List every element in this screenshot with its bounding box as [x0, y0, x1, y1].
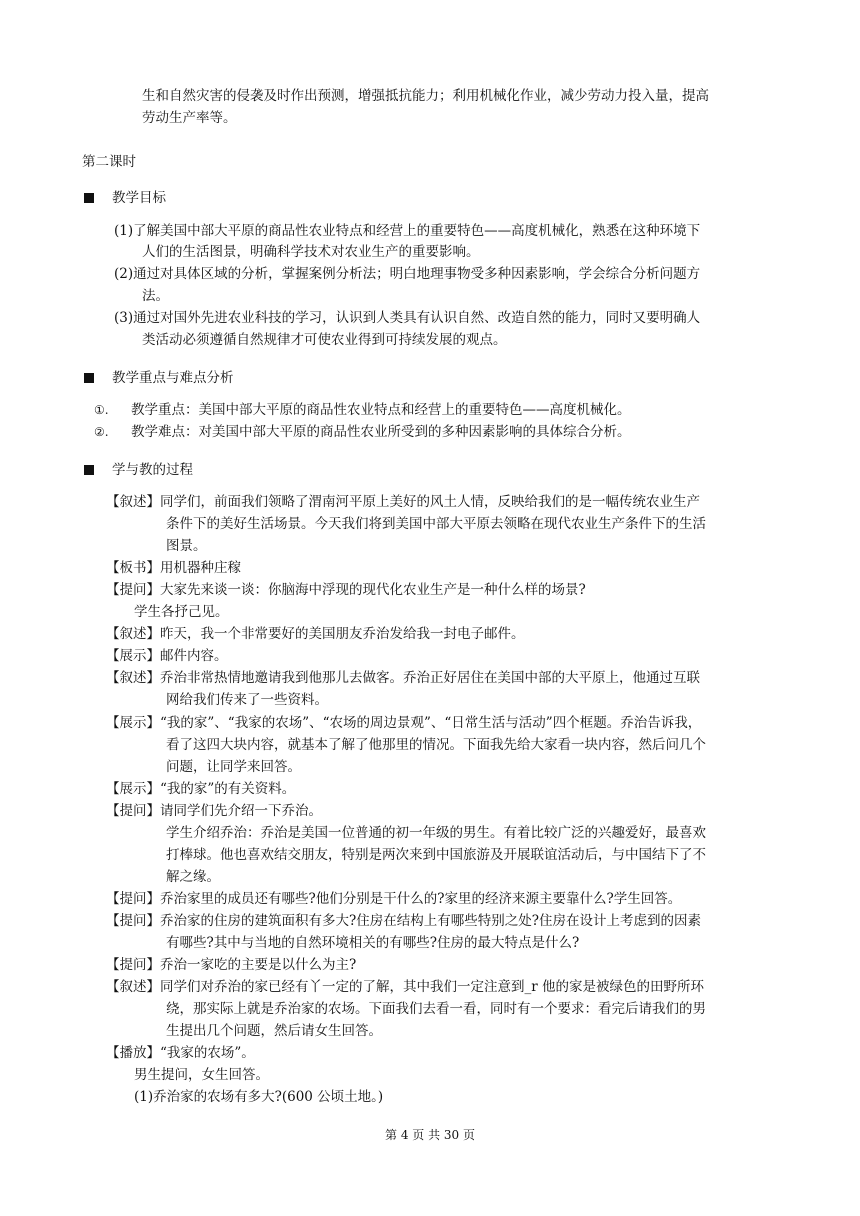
- process-line: 【提问】乔治一家吃的主要是以什么为主?: [106, 957, 357, 973]
- lesson-title: 第二课时: [82, 154, 136, 170]
- process-line: 【叙述】同学们对乔治的家已经有丫一定的了解，其中我们一定注意到_r 他的家是被绿色的田野所环: [106, 979, 704, 995]
- process-line: 【提问】大家先来谈一谈：你脑海中浮现的现代化农业生产是一种什么样的场景?: [106, 582, 586, 598]
- goal-line: 类活动必须遵循自然规律才可使农业得到可持续发展的观点。: [142, 332, 507, 348]
- process-line: 条件下的美好生活场景。今天我们将到美国中部大平原去领略在现代农业生产条件下的生活: [166, 516, 706, 532]
- key-point-text: 教学难点：对美国中部大平原的商品性农业所受到的多种因素影响的具体综合分析。: [131, 424, 631, 440]
- process-line: 【叙述】昨天，我一个非常要好的美国朋友乔治发给我一封电子邮件。: [106, 626, 525, 642]
- key-point-text: 教学重点：美国中部大平原的商品性农业特点和经营上的重要特色——高度机械化。: [131, 402, 631, 418]
- process-line: 【展示】“我的家”、“我家的农场”、“农场的周边景观”、“日常生活与活动”四个框题。乔治告诉我，: [106, 715, 702, 731]
- process-line: 男生提问，女生回答。: [134, 1067, 269, 1083]
- process-line: 绕，那实际上就是乔治家的农场。下面我们去看一看，同时有一个要求：看完后请我们的男: [166, 1001, 706, 1017]
- process-line: 看了这四大块内容，就基本了解了他那里的情况。下面我先给大家看一块内容，然后问几个: [166, 737, 706, 753]
- square-bullet-icon: [84, 373, 94, 383]
- process-line: 打棒球。他也喜欢结交朋友，特别是两次来到中国旅游及开展联谊活动后，与中国结下了不: [166, 847, 706, 863]
- process-line: (1)乔治家的农场有多大?(600 公顷土地。): [134, 1089, 384, 1105]
- page-footer: 第 4 页 共 30 页: [385, 1128, 475, 1142]
- key-point-number: ①.: [94, 403, 109, 417]
- process-line: 【提问】乔治家里的成员还有哪些?他们分别是干什么的?家里的经济来源主要靠什么?学生回答。: [106, 891, 682, 907]
- goal-line: 人们的生活图景，明确科学技术对农业生产的重要影响。: [142, 244, 480, 260]
- key-point-number: ②.: [94, 425, 109, 439]
- section-heading-key-points: 教学重点与难点分析: [112, 370, 234, 386]
- goal-line: (2)通过对具体区域的分析，掌握案例分析法；明白地理事物受多种因素影响，学会综合分析问题方: [114, 266, 701, 282]
- process-line: 解之缘。: [166, 869, 220, 885]
- intro-line: 劳动生产率等。: [142, 110, 237, 126]
- process-line: 【叙述】同学们，前面我们领略了渭南河平原上美好的风土人情，反映给我们的是一幅传统农业生产: [106, 494, 700, 510]
- process-line: 【叙述】乔治非常热情地邀请我到他那儿去做客。乔治正好居住在美国中部的大平原上，他通过互联: [106, 670, 700, 686]
- goal-line: 法。: [142, 288, 169, 304]
- section-heading-process: 学与教的过程: [112, 462, 193, 478]
- goal-line: (3)通过对国外先进农业科技的学习，认识到人类具有认识自然、改造自然的能力，同时又要明确人: [114, 310, 701, 326]
- process-line: 网给我们传来了一些资料。: [166, 692, 328, 708]
- process-line: 学生各抒己见。: [134, 604, 229, 620]
- process-line: 生提出几个问题，然后请女生回答。: [166, 1023, 382, 1039]
- section-heading-goals: 教学目标: [112, 190, 166, 206]
- process-line: 【提问】乔治家的住房的建筑面积有多大?住房在结构上有哪些特别之处?住房在设计上考虑到的因素: [106, 913, 701, 929]
- goal-line: (1)了解美国中部大平原的商品性农业特点和经营上的重要特色——高度机械化，熟悉在这种环境下: [114, 223, 701, 239]
- process-line: 学生介绍乔治：乔治是美国一位普通的初一年级的男生。有着比较广泛的兴趣爱好，最喜欢: [166, 825, 706, 841]
- square-bullet-icon: [84, 465, 94, 475]
- process-line: 问题，让同学来回答。: [166, 759, 301, 775]
- process-line: 【展示】“我的家”的有关资料。: [106, 781, 296, 797]
- square-bullet-icon: [84, 193, 94, 203]
- process-line: 【提问】请同学们先介绍一下乔治。: [106, 803, 322, 819]
- intro-line: 生和自然灾害的侵袭及时作出预测，增强抵抗能力；利用机械化作业，减少劳动力投入量，提高: [142, 88, 709, 104]
- process-line: 图景。: [166, 538, 207, 554]
- process-line: 【板书】用机器种庄稼: [106, 560, 241, 576]
- process-line: 有哪些?其中与当地的自然环境相关的有哪些?住房的最大特点是什么?: [166, 935, 580, 951]
- process-line: 【展示】邮件内容。: [106, 648, 228, 664]
- process-line: 【播放】“我家的农场”。: [106, 1045, 255, 1061]
